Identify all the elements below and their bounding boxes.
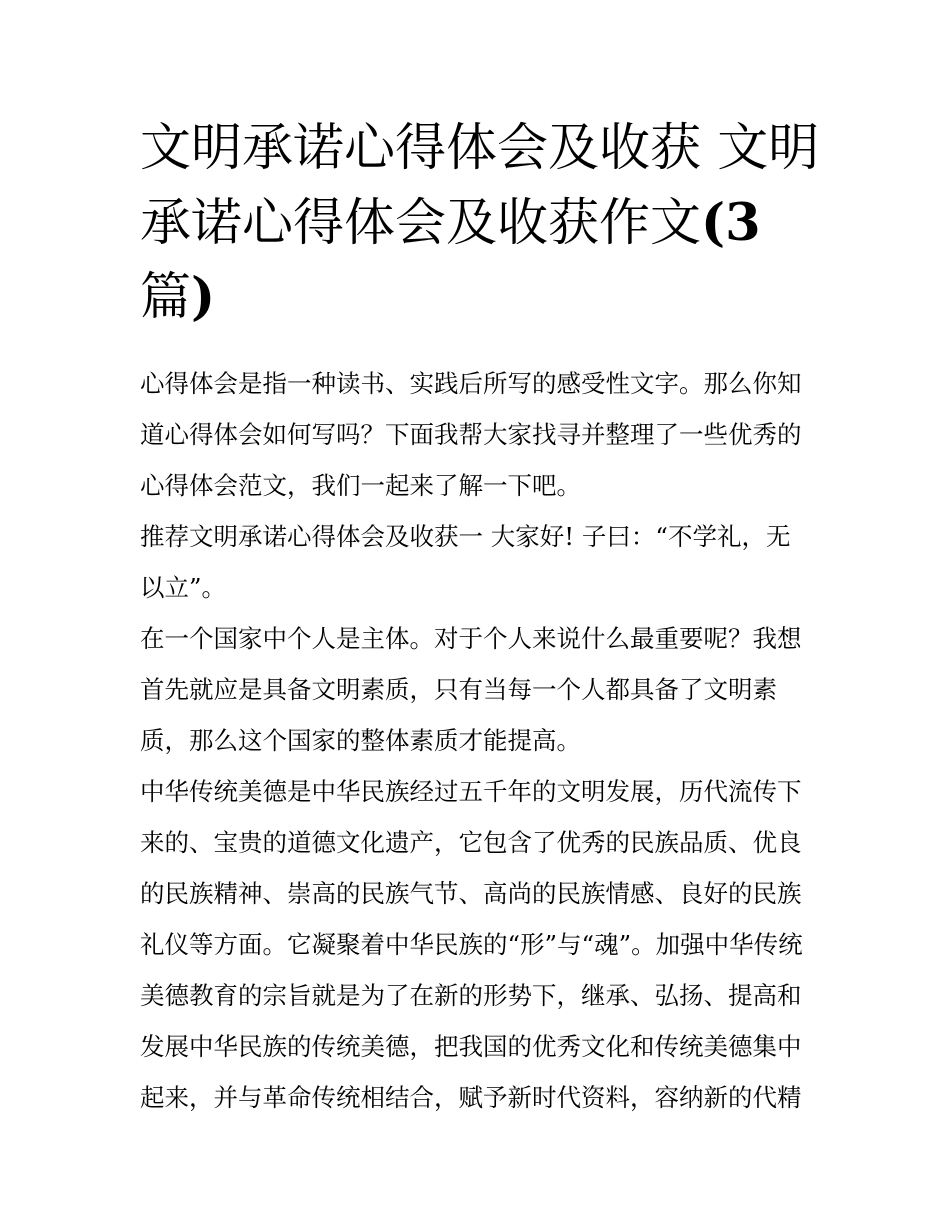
title-line-2-text: 承诺心得体会及收获作文 <box>140 194 702 253</box>
title-line-2-bold: (3 <box>701 193 761 253</box>
title-line-3-text: 篇 <box>140 268 192 327</box>
body-line: 中华传统美德是中华民族经过五千年的文明发展，历代流传下 <box>140 777 802 806</box>
title-line-2 <box>140 186 820 260</box>
body-line: 质，那么这个国家的整体素质才能提高。 <box>140 726 581 755</box>
title-line-3 <box>140 260 820 334</box>
body-line: 起来，并与革命传统相结合，赋予新时代资料，容纳新的代精 <box>140 1083 802 1112</box>
body-line: 的民族精神、崇高的民族气节、高尚的民族情感、良好的民族 <box>140 879 802 908</box>
document-title <box>140 112 820 334</box>
body-line: 以立”。 <box>140 573 227 602</box>
title-line-1: 文明承诺心得体会及收获 文明 <box>140 119 820 178</box>
title-line-3-bold: ) <box>191 267 216 327</box>
body-line: 道心得体会如何写吗？下面我帮大家找寻并整理了一些优秀的 <box>140 420 802 449</box>
body-line: 首先就应是具备文明素质，只有当每一个人都具备了文明素 <box>140 675 777 704</box>
body-line: 在一个国家中个人是主体。对于个人来说什么最重要呢？我想 <box>140 624 802 653</box>
body-line: 发展中华民族的传统美德，把我国的优秀文化和传统美德集中 <box>140 1032 802 1061</box>
body-line: 推荐文明承诺心得体会及收获一 大家好! 子曰：“不学礼，无 <box>140 522 791 551</box>
body-line: 美德教育的宗旨就是为了在新的形势下，继承、弘扬、提高和 <box>140 981 802 1010</box>
body-line: 心得体会是指一种读书、实践后所写的感受性文字。那么你知 <box>140 369 802 398</box>
body-line: 来的、宝贵的道德文化遗产，它包含了优秀的民族品质、优良 <box>140 828 802 857</box>
body-line: 心得体会范文，我们一起来了解一下吧。 <box>140 471 581 500</box>
body-line: 礼仪等方面。它凝聚着中华民族的“形”与“魂”。加强中华传统 <box>140 930 803 959</box>
document-body <box>140 358 820 1123</box>
